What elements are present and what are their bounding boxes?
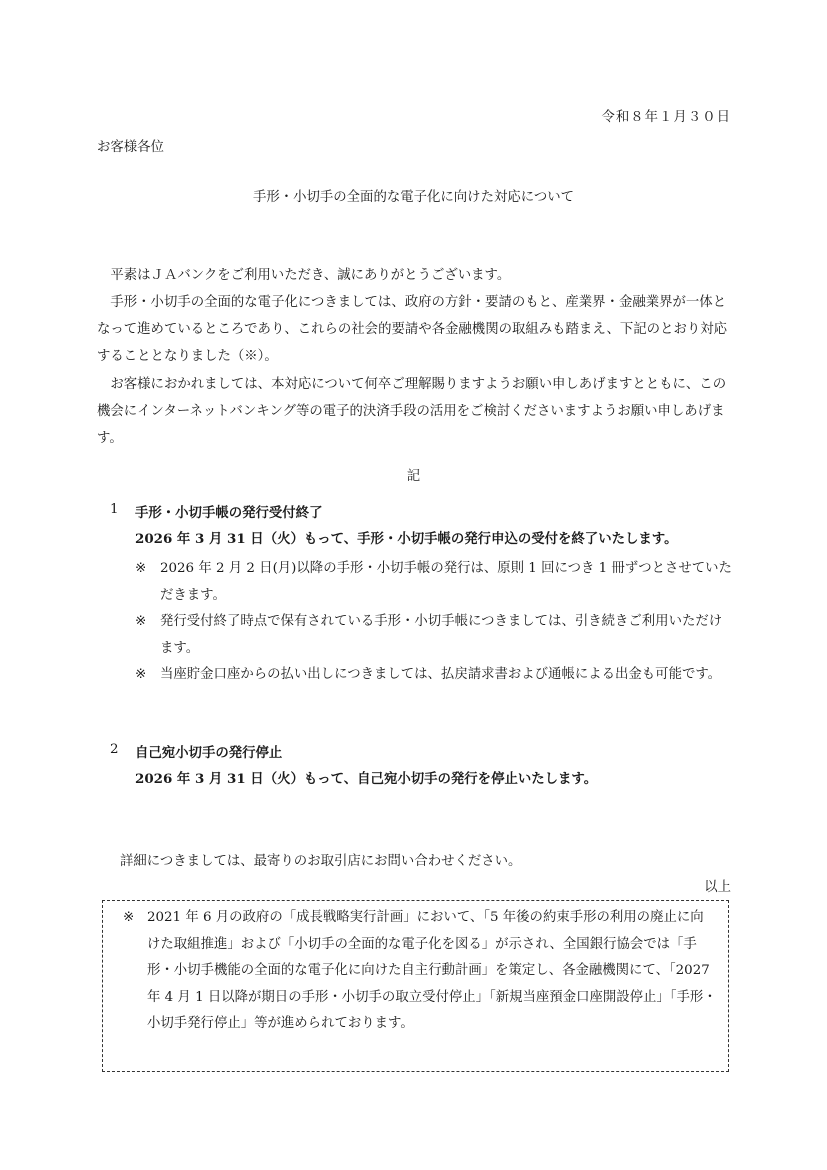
section-2-lead: 2026 年 3 月 31 日（火）もって、自己宛小切手の発行を停止いたします。 [135,771,598,787]
closing-text: 詳細につきましては、最寄りのお取引店にお問い合わせください。 [120,854,522,869]
section-2-number: 2 [110,742,119,757]
section-1-note [135,555,735,609]
footnote-box [102,900,729,1072]
section-1-note [135,661,735,688]
reference-mark: ※ [135,614,147,629]
footnote [117,905,717,1038]
greeting-paragraph: 平素はＪＡバンクをご利用いただき、誠にありがとうございます。 [110,268,511,283]
section-1-number: 1 [110,502,119,517]
section-1-note [135,608,735,662]
end-mark: 以上 [704,880,731,895]
reference-mark: ※ [135,561,147,576]
reference-mark: ※ [123,910,135,925]
document-title: 手形・小切手の全面的な電子化に向けた対応について [252,190,575,205]
document-date: 令和８年１月３０日 [601,110,731,125]
note-text: 当座貯金口座からの払い出しにつきましては、払戻請求書および通帳による出金も可能です。 [160,667,722,682]
reference-mark: ※ [135,667,147,682]
body-paragraph-1: 手形・小切手の全面的な電子化につきましては、政府の方針・要請のもと、産業界・金融業界が一体となって進めているところであり、これらの社会的要請や各金融機関の取組みも踏まえ、下記のとおり対応することとなりました（※）。 [97,295,728,364]
addressee: お客様各位 [97,140,164,155]
body-paragraph-2: お客様におかれましては、本対応について何卒ご理解賜りますようお願い申しあげますとともに、この機会にインターネットバンキング等の電子的決済手段の活用をご検討くださいますようお願い申しあげます。 [97,377,727,446]
note-text: 2026 年 2 月 2 日(月)以降の手形・小切手帳の発行は、原則 1 回につき 1 冊ずつとさせていただきます。 [160,561,732,603]
ki-heading: 記 [406,469,421,484]
section-1-title: 手形・小切手帳の発行受付終了 [135,505,323,521]
section-1-lead: 2026 年 3 月 31 日（火）もって、手形・小切手帳の発行申込の受付を終了いたします。 [135,531,678,547]
note-text: 発行受付終了時点で保有されている手形・小切手帳につきましては、引き続きご利用いただけます。 [160,614,723,656]
footnote-text: 2021 年 6 月の政府の「成長戦略実行計画」において、「5 年後の約束手形の利用の廃止に向けた取組推進」および「小切手の全面的な電子化を図る」が示され、全国銀行協会では「手形・小切手機能の全面的な電子化に向けた自主行動計画」を策定し、各金融機関にて、「2027 年 4 月 1 日以降が期日の手形・小切手の取立受付停止」「新規当座預金口座開設停止」「手形・小切手発行停止」等が進められております。 [147,910,717,1031]
section-2-title: 自己宛小切手の発行停止 [135,745,283,761]
